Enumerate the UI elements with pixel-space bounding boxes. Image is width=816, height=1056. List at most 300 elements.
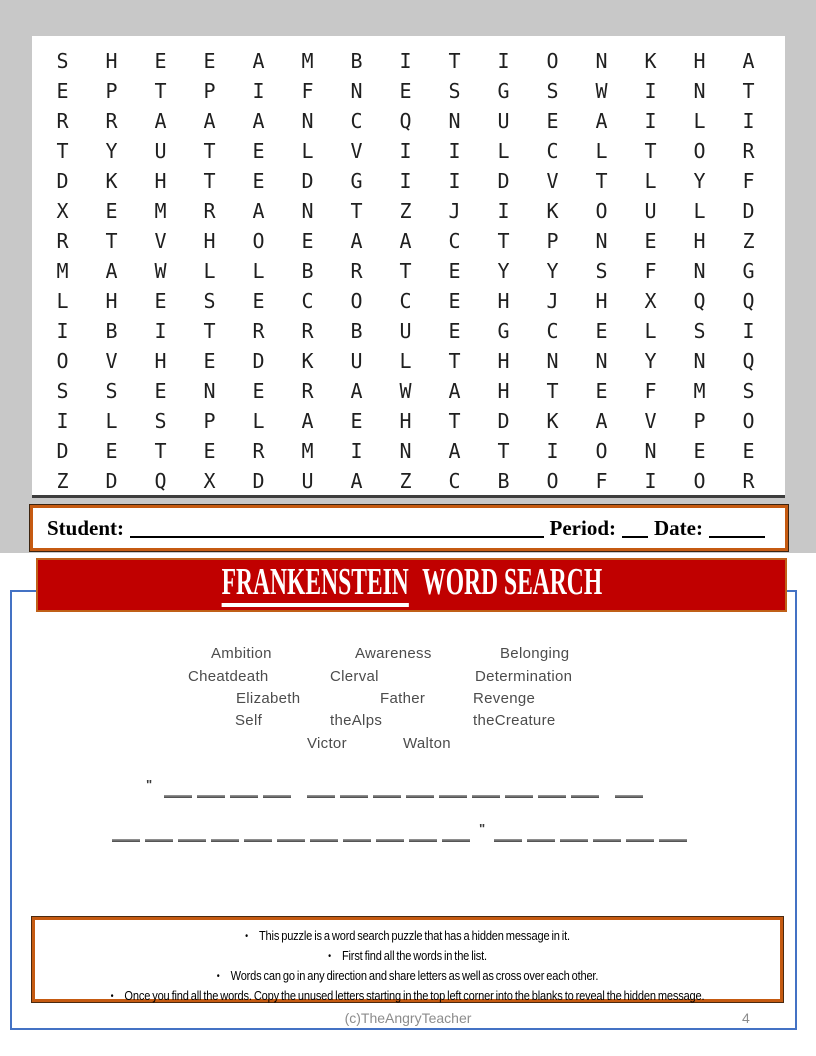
grid-letter: H — [203, 229, 216, 253]
grid-letter: D — [497, 409, 510, 433]
grid-letter: V — [546, 169, 559, 193]
grid-letter: M — [301, 439, 314, 463]
grid-letter: D — [56, 439, 69, 463]
grid-letter: L — [644, 319, 657, 343]
letter-blank — [571, 795, 599, 798]
letter-blank — [112, 839, 140, 842]
grid-letter: T — [105, 229, 118, 253]
grid-letter: N — [693, 349, 706, 373]
grid-letter: H — [399, 409, 412, 433]
grid-letter: S — [56, 49, 69, 73]
letter-blank — [178, 839, 206, 842]
student-info-bar — [30, 505, 788, 551]
grid-letter: E — [742, 439, 755, 463]
grid-letter: T — [203, 139, 216, 163]
grid-letter: I — [742, 109, 755, 133]
page-title — [221, 563, 602, 607]
grid-letter: V — [105, 349, 118, 373]
grid-letter: K — [546, 409, 559, 433]
grid-letter: Q — [742, 349, 755, 373]
grid-letter: T — [595, 169, 608, 193]
student-label: Student: — [47, 516, 125, 540]
grid-letter: A — [252, 49, 265, 73]
letter-blank — [343, 839, 371, 842]
grid-letter: E — [350, 409, 363, 433]
grid-letter: I — [399, 139, 412, 163]
grid-letter: J — [546, 289, 559, 313]
instruction-text: First find all the words in the list. — [341, 948, 487, 963]
grid-letter: N — [301, 109, 314, 133]
word-list-item: Elizabeth — [236, 690, 301, 707]
grid-letter: R — [56, 229, 69, 253]
grid-letter: A — [203, 109, 216, 133]
grid-letter: S — [105, 379, 118, 403]
grid-letter: P — [203, 79, 216, 103]
grid-letter: E — [693, 439, 706, 463]
grid-letter: O — [350, 289, 363, 313]
letter-blank — [310, 839, 338, 842]
bullet-icon: • — [110, 991, 114, 1002]
open-quote: " — [146, 777, 153, 792]
grid-letter: M — [56, 259, 69, 283]
grid-letter: R — [301, 319, 314, 343]
grid-letter: X — [644, 289, 657, 313]
grid-letter: L — [252, 259, 265, 283]
grid-letter: S — [448, 79, 461, 103]
grid-letter: P — [203, 409, 216, 433]
grid-letter: I — [56, 319, 69, 343]
grid-letter: Z — [56, 469, 69, 493]
grid-letter: Z — [399, 469, 412, 493]
word-list-item: Self — [235, 712, 263, 729]
grid-letter: R — [742, 139, 755, 163]
word-list-item: Father — [380, 690, 426, 707]
grid-letter: S — [595, 259, 608, 283]
grid-letter: W — [154, 259, 167, 283]
grid-letter: L — [105, 409, 118, 433]
grid-letter: S — [693, 319, 706, 343]
grid-letter: E — [252, 169, 265, 193]
grid-letter: S — [546, 79, 559, 103]
page-number: 4 — [742, 1010, 750, 1026]
grid-letter: L — [595, 139, 608, 163]
grid-letter: I — [399, 169, 412, 193]
blank-word-group — [307, 795, 599, 798]
grid-letter: H — [105, 289, 118, 313]
title-rest: WORD SEARCH — [421, 561, 602, 603]
grid-letter: L — [399, 349, 412, 373]
grid-letter: W — [595, 79, 608, 103]
grid-letter: A — [448, 439, 461, 463]
grid-letter: E — [105, 199, 118, 223]
letter-blank — [615, 795, 643, 798]
grid-letter: A — [350, 379, 363, 403]
grid-letter: R — [301, 379, 314, 403]
grid-letter: O — [595, 199, 608, 223]
grid-letter: R — [105, 109, 118, 133]
grid-letter: L — [301, 139, 314, 163]
grid-letter: M — [301, 49, 314, 73]
grid-letter: N — [350, 79, 363, 103]
word-list-item: Walton — [403, 735, 451, 752]
grid-letter: I — [154, 319, 167, 343]
grid-letter: U — [154, 139, 167, 163]
grid-letter: I — [644, 109, 657, 133]
grid-letter: I — [252, 79, 265, 103]
instruction-line — [91, 986, 724, 1006]
grid-letter: R — [252, 439, 265, 463]
word-list-item: theAlps — [330, 712, 383, 729]
grid-letter: Y — [105, 139, 118, 163]
grid-letter: E — [252, 139, 265, 163]
grid-letter: A — [105, 259, 118, 283]
grid-letter: A — [448, 379, 461, 403]
bullet-icon: • — [245, 931, 248, 942]
blank-word-group — [164, 795, 291, 798]
grid-letter: H — [595, 289, 608, 313]
period-blank-line — [622, 536, 648, 538]
letter-blank — [494, 839, 522, 842]
grid-letter: Z — [399, 199, 412, 223]
grid-letter: F — [301, 79, 314, 103]
grid-letter: T — [203, 169, 216, 193]
letter-blank — [340, 795, 368, 798]
grid-letter: D — [252, 469, 265, 493]
bullet-icon: • — [216, 971, 220, 982]
grid-letter: H — [154, 349, 167, 373]
grid-letter: T — [154, 79, 167, 103]
letter-blank — [307, 795, 335, 798]
grid-letter: S — [56, 379, 69, 403]
grid-letter: V — [350, 139, 363, 163]
letter-blank — [197, 795, 225, 798]
grid-letter: F — [595, 469, 608, 493]
grid-letter: H — [154, 169, 167, 193]
letter-grid — [32, 36, 785, 496]
hidden-message-line-1 — [146, 776, 643, 798]
grid-letter: B — [497, 469, 510, 493]
word-list-item: Clerval — [330, 668, 379, 685]
blank-word-group — [112, 839, 470, 842]
grid-letter: Q — [742, 289, 755, 313]
grid-letter: E — [399, 79, 412, 103]
grid-letter: T — [742, 79, 755, 103]
grid-letter: Q — [399, 109, 412, 133]
grid-letter: N — [546, 349, 559, 373]
grid-letter: E — [154, 289, 167, 313]
letter-blank — [406, 795, 434, 798]
title-underlined-word: FRANKENSTEIN — [221, 563, 408, 607]
grid-letter: P — [546, 229, 559, 253]
grid-letter: E — [105, 439, 118, 463]
letter-blank — [409, 839, 437, 842]
letter-blank — [230, 795, 258, 798]
grid-letter: D — [301, 169, 314, 193]
blank-word-group — [494, 839, 687, 842]
grid-letter: T — [497, 439, 510, 463]
grid-letter: G — [497, 319, 510, 343]
grid-letter: G — [350, 169, 363, 193]
letter-blank — [211, 839, 239, 842]
grid-letter: L — [693, 199, 706, 223]
grid-letter: C — [399, 289, 412, 313]
grid-letter: N — [595, 349, 608, 373]
grid-letter: H — [497, 289, 510, 313]
grid-letter: N — [595, 229, 608, 253]
grid-letter: N — [301, 199, 314, 223]
grid-letter: O — [56, 349, 69, 373]
grid-letter: I — [350, 439, 363, 463]
letter-blank — [439, 795, 467, 798]
grid-letter: A — [742, 49, 755, 73]
grid-letter: B — [301, 259, 314, 283]
word-list-item: Victor — [307, 735, 347, 752]
grid-letter: P — [693, 409, 706, 433]
blank-run — [494, 839, 687, 842]
grid-letter: E — [644, 229, 657, 253]
grid-letter: B — [350, 49, 363, 73]
grid-letter: T — [350, 199, 363, 223]
letter-blank — [244, 839, 272, 842]
grid-letter: O — [546, 469, 559, 493]
grid-letter: A — [595, 109, 608, 133]
letter-blank — [659, 839, 687, 842]
grid-letter: F — [644, 259, 657, 283]
letter-blank — [472, 795, 500, 798]
grid-letter: X — [56, 199, 69, 223]
grid-letter: U — [301, 469, 314, 493]
grid-letter: N — [644, 439, 657, 463]
grid-letter: W — [399, 379, 412, 403]
grid-letter: O — [546, 49, 559, 73]
letter-blank — [593, 839, 621, 842]
grid-letter: G — [742, 259, 755, 283]
grid-letter: L — [693, 109, 706, 133]
grid-letter: N — [693, 259, 706, 283]
grid-letter: N — [595, 49, 608, 73]
grid-letter: C — [448, 469, 461, 493]
grid-letter: E — [56, 79, 69, 103]
grid-letter: D — [56, 169, 69, 193]
grid-letter: E — [595, 379, 608, 403]
grid-letter: L — [56, 289, 69, 313]
grid-letter: N — [399, 439, 412, 463]
letter-blank — [442, 839, 470, 842]
letter-blank — [527, 839, 555, 842]
grid-letter: E — [595, 319, 608, 343]
grid-letter: B — [350, 319, 363, 343]
grid-letter: N — [203, 379, 216, 403]
grid-letter: R — [350, 259, 363, 283]
grid-letter: I — [399, 49, 412, 73]
grid-letter: I — [742, 319, 755, 343]
grid-letter: R — [56, 109, 69, 133]
word-list-item: Ambition — [211, 645, 272, 662]
period-label: Period: — [549, 516, 617, 540]
blank-run — [164, 795, 643, 798]
grid-letter: U — [497, 109, 510, 133]
grid-letter: S — [203, 289, 216, 313]
word-list-item: Determination — [475, 668, 573, 685]
close-quote: " — [479, 821, 486, 836]
grid-letter: A — [350, 229, 363, 253]
grid-letter: Z — [742, 229, 755, 253]
letter-blank — [560, 839, 588, 842]
date-blank-line — [709, 536, 765, 538]
grid-letter: H — [105, 49, 118, 73]
grid-letter: A — [252, 199, 265, 223]
grid-letter: E — [203, 439, 216, 463]
grid-letter: K — [105, 169, 118, 193]
grid-letter: K — [301, 349, 314, 373]
grid-letter: E — [448, 259, 461, 283]
grid-letter: R — [742, 469, 755, 493]
student-blank-line — [130, 536, 544, 538]
instruction-text: This puzzle is a word search puzzle that has a hidden message in it. — [258, 928, 570, 943]
grid-letter: A — [154, 109, 167, 133]
copyright-credit: (c)TheAngryTeacher — [344, 1010, 472, 1026]
grid-letter: S — [742, 379, 755, 403]
grid-letter: Y — [497, 259, 510, 283]
title-banner — [36, 558, 787, 612]
grid-letter: K — [546, 199, 559, 223]
grid-letter: T — [644, 139, 657, 163]
letter-blank — [538, 795, 566, 798]
grid-letter: C — [546, 139, 559, 163]
grid-letter: M — [154, 199, 167, 223]
hidden-message-line-2 — [112, 820, 687, 842]
grid-letter: C — [350, 109, 363, 133]
grid-letter: T — [399, 259, 412, 283]
grid-letter: I — [497, 199, 510, 223]
blank-run — [112, 839, 470, 842]
grid-letter: F — [644, 379, 657, 403]
grid-letter: U — [399, 319, 412, 343]
grid-letter: E — [203, 349, 216, 373]
grid-letter: T — [546, 379, 559, 403]
grid-letter: A — [252, 109, 265, 133]
letter-blank — [263, 795, 291, 798]
grid-letter: L — [644, 169, 657, 193]
grid-letter: E — [301, 229, 314, 253]
grid-letter: A — [350, 469, 363, 493]
grid-letter: C — [301, 289, 314, 313]
grid-letter: D — [742, 199, 755, 223]
instructions-box — [32, 917, 783, 1002]
grid-letter: N — [448, 109, 461, 133]
grid-letter: I — [448, 139, 461, 163]
grid-letter: U — [644, 199, 657, 223]
grid-letter: L — [497, 139, 510, 163]
letter-blank — [145, 839, 173, 842]
blank-word-group — [615, 795, 643, 798]
grid-letter: U — [350, 349, 363, 373]
letter-blank — [626, 839, 654, 842]
grid-letter: A — [399, 229, 412, 253]
grid-letter: P — [105, 79, 118, 103]
grid-letter: O — [693, 469, 706, 493]
word-list-item: Awareness — [355, 645, 432, 662]
grid-letter: M — [693, 379, 706, 403]
word-list-item: Revenge — [473, 690, 536, 707]
grid-letter: E — [154, 379, 167, 403]
letter-blank — [277, 839, 305, 842]
grid-letter: E — [252, 379, 265, 403]
grid-letter: R — [203, 199, 216, 223]
grid-letter: I — [448, 169, 461, 193]
bullet-icon: • — [328, 951, 331, 962]
grid-letter: S — [154, 409, 167, 433]
grid-letter: A — [595, 409, 608, 433]
letter-blank — [505, 795, 533, 798]
grid-letter: I — [644, 79, 657, 103]
grid-letter: J — [448, 199, 461, 223]
word-list-item: theCreature — [473, 712, 556, 729]
grid-letter: D — [252, 349, 265, 373]
grid-letter: T — [448, 349, 461, 373]
grid-letter: T — [497, 229, 510, 253]
grid-letter: O — [742, 409, 755, 433]
grid-letter: C — [448, 229, 461, 253]
word-list-item: Belonging — [500, 645, 570, 662]
grid-letter: H — [497, 379, 510, 403]
grid-letter: I — [56, 409, 69, 433]
grid-letter: T — [154, 439, 167, 463]
grid-letter: Q — [693, 289, 706, 313]
grid-letter: T — [448, 409, 461, 433]
instruction-line — [91, 926, 724, 946]
grid-letter: H — [693, 229, 706, 253]
grid-letter: Q — [154, 469, 167, 493]
grid-letter: E — [448, 319, 461, 343]
word-search-grid-box — [32, 36, 785, 498]
grid-letter: R — [252, 319, 265, 343]
grid-letter: Y — [693, 169, 706, 193]
grid-letter: E — [203, 49, 216, 73]
word-list-item: Cheatdeath — [188, 668, 269, 685]
grid-letter: T — [203, 319, 216, 343]
grid-letter: O — [693, 139, 706, 163]
letter-blank — [373, 795, 401, 798]
letter-blank — [376, 839, 404, 842]
grid-letter: V — [154, 229, 167, 253]
instruction-line — [91, 966, 724, 986]
grid-letter: E — [252, 289, 265, 313]
grid-letter: A — [301, 409, 314, 433]
grid-letter: H — [693, 49, 706, 73]
grid-letter: O — [595, 439, 608, 463]
grid-letter: T — [56, 139, 69, 163]
instruction-line — [91, 946, 724, 966]
grid-letter: E — [448, 289, 461, 313]
grid-letter: E — [546, 109, 559, 133]
grid-letter: V — [644, 409, 657, 433]
grid-letter: X — [203, 469, 216, 493]
grid-letter: I — [644, 469, 657, 493]
grid-letter: O — [252, 229, 265, 253]
grid-letter: I — [546, 439, 559, 463]
instruction-text: Words can go in any direction and share letters as well as cross over each other. — [230, 968, 599, 983]
grid-letter: L — [203, 259, 216, 283]
grid-letter: L — [252, 409, 265, 433]
grid-letter: I — [497, 49, 510, 73]
grid-letter: C — [546, 319, 559, 343]
letter-blank — [164, 795, 192, 798]
grid-letter: N — [693, 79, 706, 103]
grid-letter: Y — [644, 349, 657, 373]
grid-letter: K — [644, 49, 657, 73]
grid-letter: T — [448, 49, 461, 73]
